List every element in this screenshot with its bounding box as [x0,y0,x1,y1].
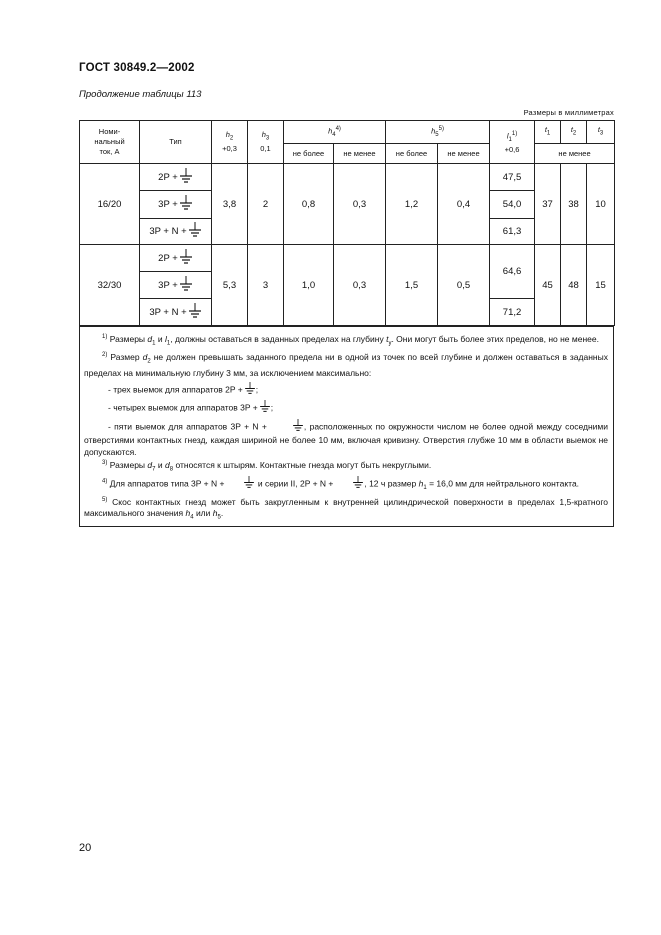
cell-h4-max: 0,8 [284,164,334,245]
footnote-2-item: - пяти выемок для аппаратов 3P + N + , расположенных по окружности числом не более одной между соседними отверстиями контактных гнезд, каждая шириной не более 10 мм, включая кривизну. Отверстия глубже 10 мм в области выемок не допускаются. [84,419,608,459]
earth-ground-icon [179,249,193,268]
footnote-2: $^{2)}$ Размер $d_2$ не должен превышать заданного предела ни в одной из точек по всей глубине и должен оставаться в заданных пределах на минимальную глубину 3 мм, за исключением максимально: [84,351,608,379]
cell-h5-max: 1,5 [386,245,438,326]
earth-ground-icon [225,476,255,493]
table-footnotes [84,332,608,524]
footnote-1: $^{1)}$ Размеры $d_1$ и $l_1$, должны оставаться в заданных пределах на глубину $t_у$. Они могут быть более этих пределов, но не менее. [102,333,599,347]
earth-ground-icon [188,222,202,241]
cell-h4-min: 0,3 [334,245,386,326]
col-header-h4-max: не более [284,144,334,164]
earth-ground-icon [188,303,202,322]
cell-l1: 71,2 [490,299,535,326]
cell-t2: 38 [561,164,587,245]
cell-h3: 2 [248,164,284,245]
cell-type: 2P + [140,245,212,272]
cell-h2: 5,3 [212,245,248,326]
col-header-t2: $t_2$ [561,121,587,144]
earth-ground-icon [334,476,364,493]
cell-l1: 54,0 [490,191,535,219]
col-header-h3: $h_3$ 0,1 [248,121,284,164]
col-header-t3: $t_3$ [587,121,615,144]
col-header-t-min: не менее [535,144,615,164]
footnote-2-item: - четырех выемок для аппаратов 3P + ; [84,400,608,417]
page-number: 20 [79,842,92,854]
footnote-4: $^{4)}$ Для аппаратов типа 3P + N + и серии II, 2P + N + , 12 ч размер $h_1 = 16,0$ мм для нейтрального контакта. [84,476,608,495]
cell-h4-max: 1,0 [284,245,334,326]
dimensions-table [79,120,615,326]
earth-ground-icon [244,382,256,399]
footnote-5: $^{5)}$ Скос контактных гнезд может быть закругленным к внутренней цилиндрической поверхности в пределах 1,5-кратного максимального значения $h_4$ или $h_5$. [84,496,608,521]
cell-h5-max: 1,2 [386,164,438,245]
document-title: ГОСТ 30849.2—2002 [79,62,195,74]
cell-rated: 32/30 [80,245,140,326]
cell-l1: 61,3 [490,219,535,245]
col-header-h5-max: не более [386,144,438,164]
units-label: Размеры в миллиметрах [523,108,614,117]
earth-ground-icon [179,168,193,187]
cell-t1: 45 [535,245,561,326]
col-header-h2: $h_2$ +0,3 [212,121,248,164]
earth-ground-icon [179,276,193,295]
cell-l1: 64,6 [490,245,535,299]
cell-t1: 37 [535,164,561,245]
col-header-t1: $t_1$ [535,121,561,144]
col-header-l1: $l_1^{1)}$ +0,6 [490,121,535,164]
cell-rated: 16/20 [80,164,140,245]
earth-ground-icon [179,195,193,214]
cell-type: 3P + N + [140,219,212,245]
table-continuation-label: Продолжение таблицы 113 [79,89,202,100]
cell-t3: 10 [587,164,615,245]
cell-t2: 48 [561,245,587,326]
col-header-type: Тип [140,121,212,164]
cell-type: 3P + N + [140,299,212,326]
cell-type: 3P + [140,272,212,299]
earth-ground-icon [268,419,304,436]
col-header-h5: $h_5^{5)}$ [386,121,490,144]
cell-h3: 3 [248,245,284,326]
cell-h5-min: 0,4 [438,164,490,245]
col-header-h4: $h_4^{4)}$ [284,121,386,144]
col-header-h4-min: не менее [334,144,386,164]
cell-h4-min: 0,3 [334,164,386,245]
cell-l1: 47,5 [490,164,535,191]
cell-h5-min: 0,5 [438,245,490,326]
cell-h2: 3,8 [212,164,248,245]
earth-ground-icon [259,400,271,417]
col-header-h5-min: не менее [438,144,490,164]
cell-type: 3P + [140,191,212,219]
cell-type: 2P + [140,164,212,191]
footnote-2-item: - трех выемок для аппаратов 2P + ; [84,382,608,399]
footnote-3: $^{3)}$ Размеры $d_7$ и $d_8$ относятся к штырям. Контактные гнезда могут быть некруглыми. [102,459,432,473]
cell-t3: 15 [587,245,615,326]
col-header-rated-current: Номи- нальный ток, А [80,121,140,164]
